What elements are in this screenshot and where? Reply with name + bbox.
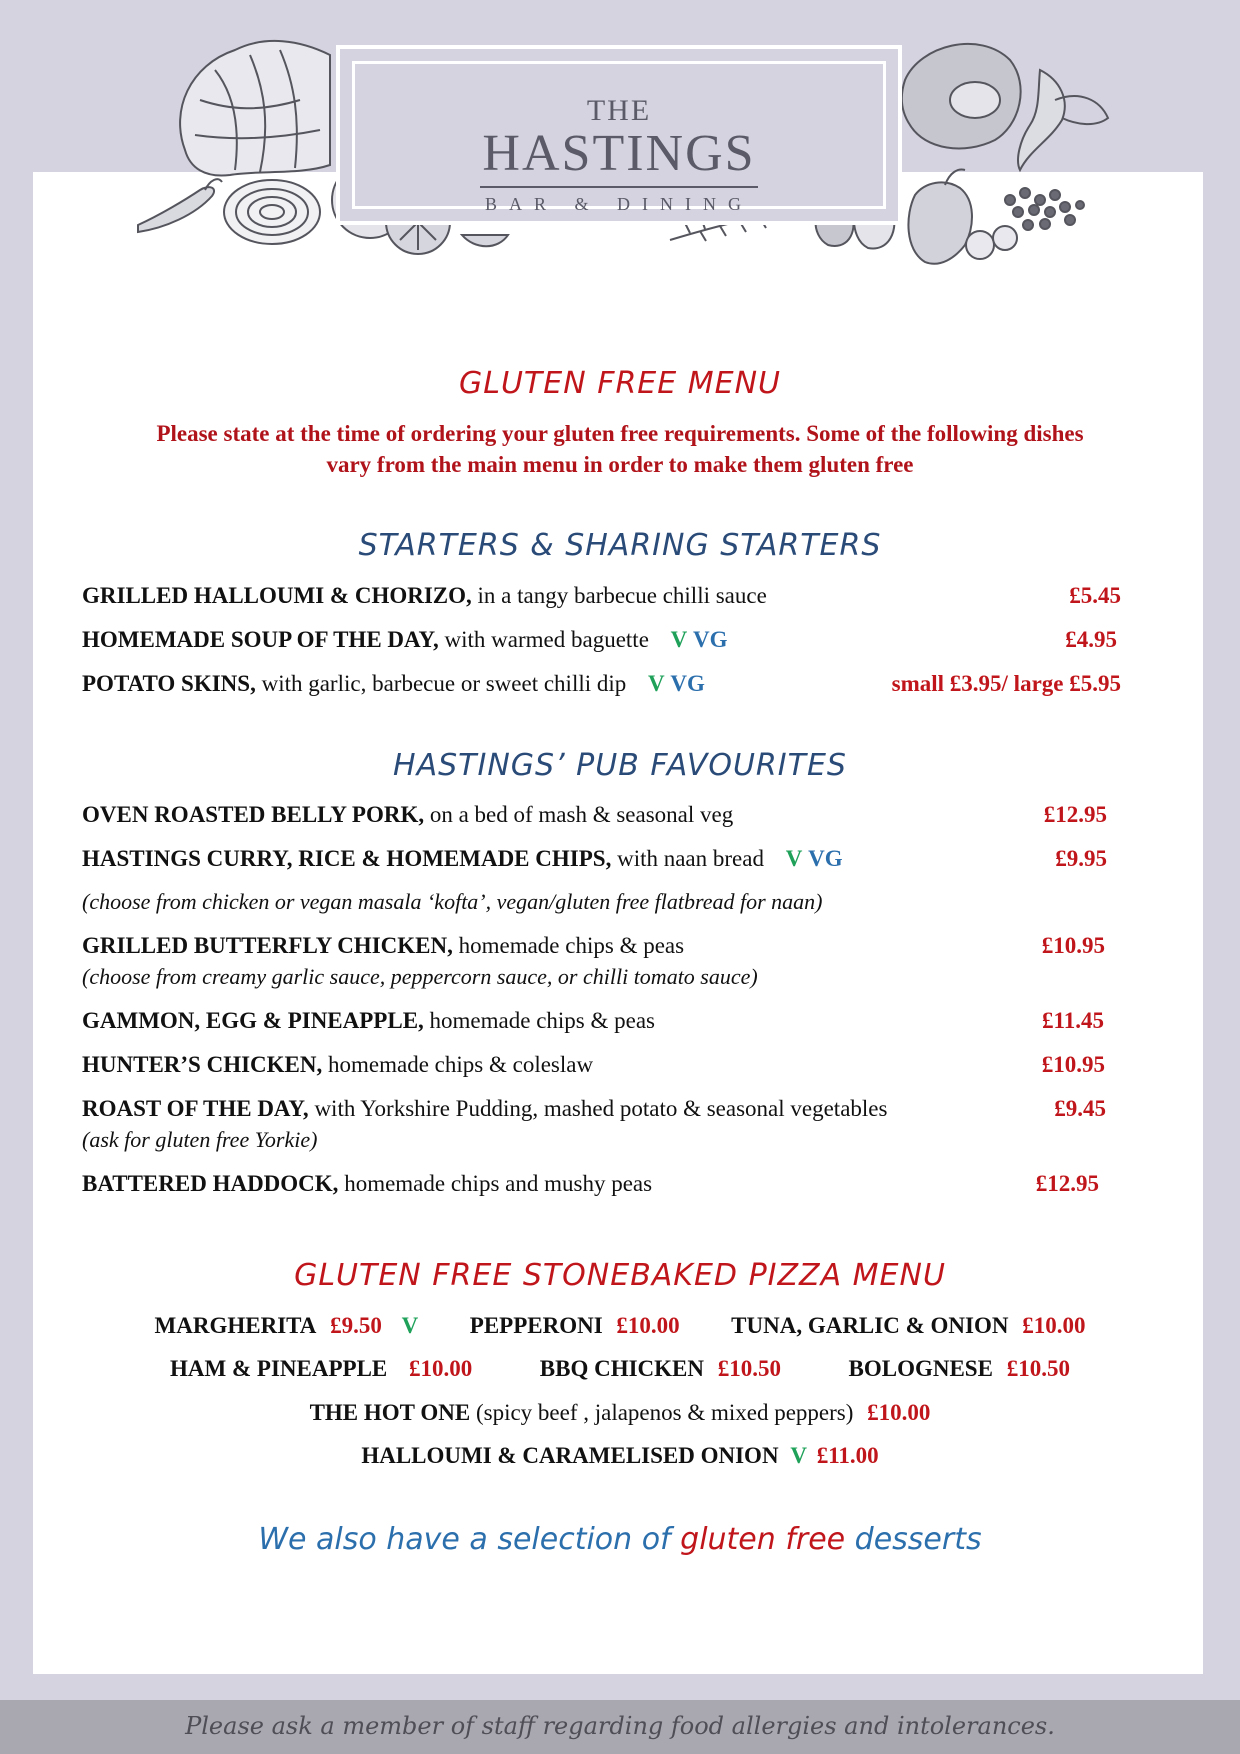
item-description: with garlic, barbecue or sweet chilli dip	[255, 671, 627, 696]
pizza-name: THE HOT ONE	[309, 1400, 471, 1425]
pizza-row	[0, 1442, 1240, 1470]
item-note: (ask for gluten free Yorkie)	[82, 1127, 318, 1152]
pizza-price: £11.00	[816, 1443, 879, 1468]
pizza-price: £10.00	[616, 1313, 680, 1338]
menu-item	[82, 1051, 593, 1079]
pizza-name: MARGHERITA	[154, 1313, 317, 1338]
chilli-illustration	[138, 179, 222, 232]
desserts-note	[0, 1522, 1240, 1557]
pizza-name: BBQ CHICKEN	[539, 1356, 704, 1381]
logo-name: HASTINGS	[482, 125, 756, 182]
item-price: £9.95	[1055, 846, 1107, 871]
item-description: homemade chips & coleslaw	[322, 1052, 594, 1077]
item-note: (choose from creamy garlic sauce, peppercorn sauce, or chilli tomato sauce)	[82, 964, 758, 989]
vegetarian-tag: V	[648, 671, 665, 696]
vegan-tag: VG	[808, 846, 843, 871]
item-price: £11.45	[1042, 1008, 1104, 1033]
meat-joint-illustration	[902, 44, 1108, 170]
item-description: on a bed of mash & seasonal veg	[424, 802, 734, 827]
pizza-row	[0, 1399, 1240, 1427]
item-name: OVEN ROASTED BELLY PORK,	[82, 802, 425, 827]
item-price: £9.45	[1054, 1096, 1106, 1121]
vegan-tag: VG	[670, 671, 705, 696]
item-price: £4.95	[1065, 627, 1117, 652]
pizza-price: £10.00	[1022, 1313, 1086, 1338]
item-price: £10.95	[1041, 1052, 1105, 1077]
item-price: £5.45	[1069, 583, 1121, 608]
logo-subtitle: BAR & DINING	[485, 194, 753, 214]
logo-frame	[352, 61, 886, 214]
vegetarian-tag: V	[785, 846, 803, 871]
ordering-notice	[90, 418, 1150, 480]
item-description: with naan bread	[611, 846, 764, 871]
peppercorns-illustration	[1005, 188, 1084, 230]
vegetarian-tag: V	[790, 1443, 807, 1468]
desserts-text-1: We also have a selection of	[258, 1522, 681, 1557]
pizza-name: PEPPERONI	[469, 1313, 603, 1338]
item-description: with warmed baguette	[438, 627, 649, 652]
item-name: ROAST OF THE DAY,	[82, 1096, 309, 1121]
pizza-price: £10.00	[409, 1356, 473, 1381]
item-name: HOMEMADE SOUP OF THE DAY,	[82, 627, 439, 652]
item-price: small £3.95/ large £5.95	[891, 671, 1121, 696]
desserts-text-3: desserts	[845, 1522, 982, 1557]
vegetarian-tag: V	[670, 627, 688, 652]
menu-item	[82, 626, 728, 654]
menu-item	[82, 670, 705, 698]
menu-item	[82, 1170, 652, 1198]
item-price: £10.95	[1041, 933, 1105, 958]
item-name: GRILLED BUTTERFLY CHICKEN,	[82, 933, 453, 958]
pizza-name: HALLOUMI & CARAMELISED ONION	[361, 1443, 779, 1468]
menu-item	[82, 932, 684, 960]
starters-heading: STARTERS & SHARING STARTERS	[358, 528, 882, 563]
item-name: POTATO SKINS,	[82, 671, 256, 696]
menu-item	[82, 801, 733, 829]
pizza-price: £10.50	[717, 1356, 781, 1381]
pizza-price: £9.50	[330, 1313, 382, 1338]
item-description: with Yorkshire Pudding, mashed potato & seasonal vegetables	[308, 1096, 888, 1121]
menu-item	[82, 845, 843, 873]
pizza-price: £10.00	[867, 1400, 931, 1425]
item-description: in a tangy barbecue chilli sauce	[471, 583, 767, 608]
page-title: GLUTEN FREE MENU	[459, 366, 781, 401]
notice-line-2: vary from the main menu in order to make them gluten free	[326, 452, 914, 477]
footer-bar	[0, 1700, 1240, 1754]
notice-line-1: Please state at the time of ordering your gluten free requirements. Some of the following dishes	[156, 421, 1084, 446]
favourites-heading: HASTINGS’ PUB FAVOURITES	[393, 748, 847, 783]
lettuce-illustration	[180, 41, 330, 176]
item-price: £12.95	[1043, 802, 1107, 827]
item-price: £12.95	[1035, 1171, 1099, 1196]
vegan-tag: VG	[693, 627, 728, 652]
vegetarian-tag: V	[401, 1313, 419, 1338]
menu-item	[82, 582, 767, 610]
restaurant-logo	[336, 45, 902, 225]
desserts-text-2: gluten free	[680, 1522, 846, 1557]
pepper-illustration	[908, 170, 972, 264]
allergy-notice: Please ask a member of staff regarding food allergies and intolerances.	[185, 1712, 1055, 1740]
item-note: (choose from chicken or vegan masala ‘kofta’, vegan/gluten free flatbread for naan)	[82, 889, 823, 914]
pizza-row	[0, 1355, 1240, 1383]
logo-divider	[480, 186, 758, 188]
pizza-name: HAM & PINEAPPLE	[170, 1356, 388, 1381]
pizza-name: BOLOGNESE	[848, 1356, 993, 1381]
onion-slice-illustration	[224, 180, 320, 244]
item-name: GRILLED HALLOUMI & CHORIZO,	[82, 583, 472, 608]
logo-the: THE	[586, 94, 652, 127]
menu-item	[82, 1007, 655, 1035]
menu-item	[82, 1095, 887, 1123]
pizza-description: (spicy beef , jalapenos & mixed peppers)	[470, 1400, 854, 1425]
item-description: homemade chips & peas	[452, 933, 685, 958]
item-name: HUNTER’S CHICKEN,	[82, 1052, 323, 1077]
item-description: homemade chips and mushy peas	[338, 1171, 653, 1196]
item-name: BATTERED HADDOCK,	[82, 1171, 339, 1196]
item-name: HASTINGS CURRY, RICE & HOMEMADE CHIPS,	[82, 846, 612, 871]
item-description: homemade chips & peas	[423, 1008, 656, 1033]
pizza-name: TUNA, GARLIC & ONION	[731, 1313, 1009, 1338]
pizza-row	[0, 1312, 1240, 1340]
pizza-heading: GLUTEN FREE STONEBAKED PIZZA MENU	[294, 1258, 946, 1293]
pizza-price: £10.50	[1006, 1356, 1070, 1381]
item-name: GAMMON, EGG & PINEAPPLE,	[82, 1008, 424, 1033]
